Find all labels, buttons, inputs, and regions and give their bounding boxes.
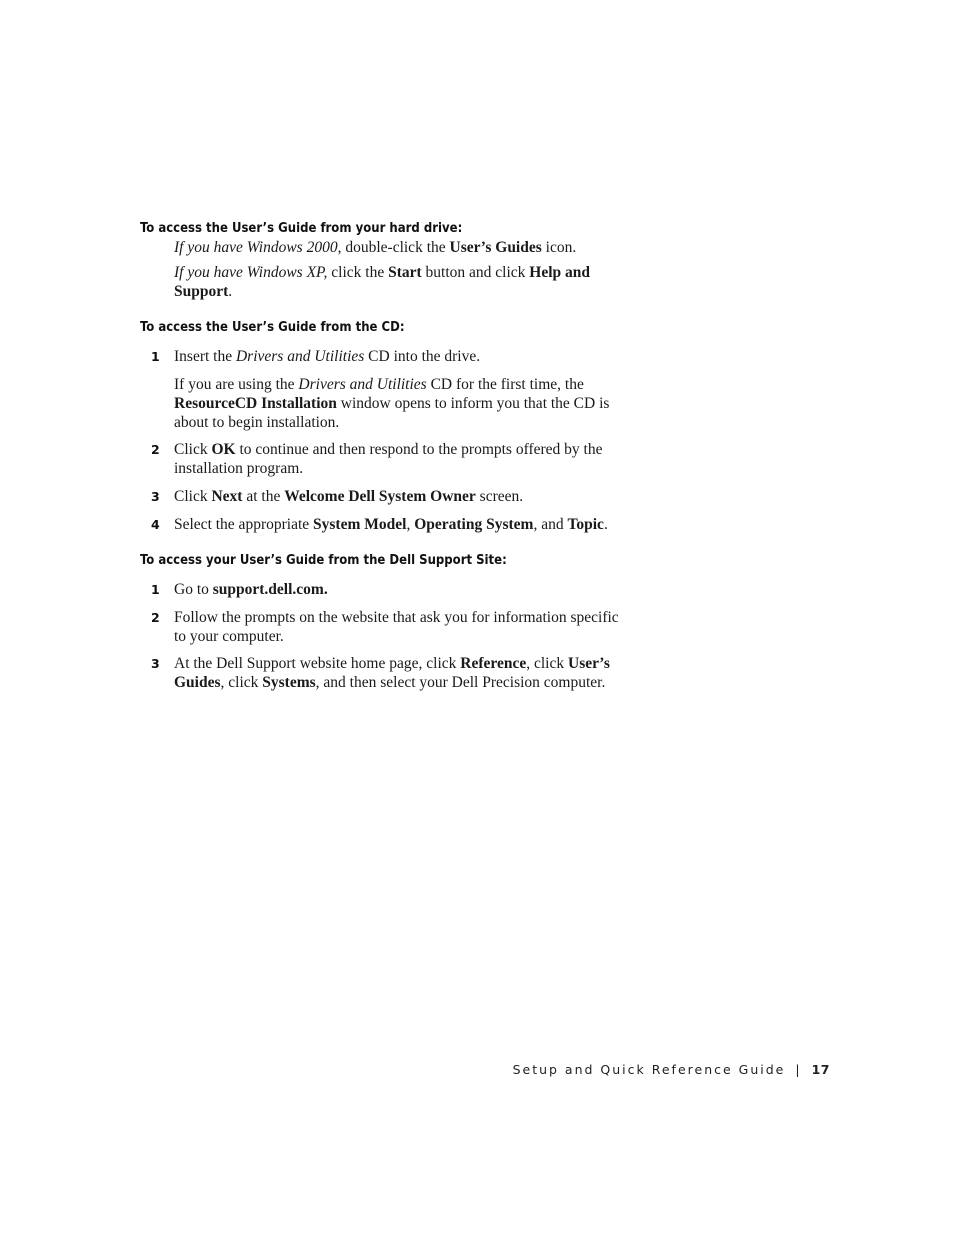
section-heading-cd: To access the User’s Guide from the CD: bbox=[140, 320, 405, 335]
step-number: 3 bbox=[151, 656, 160, 671]
step-text: Follow the prompts on the website that ask you for information specific to your computer. bbox=[174, 609, 619, 645]
step-number: 3 bbox=[151, 489, 160, 504]
step-number: 2 bbox=[151, 442, 160, 457]
paragraph-windows-2000: If you have Windows 2000, double-click the User’s Guides icon. bbox=[174, 239, 577, 256]
section-heading-support-site: To access your User’s Guide from the Dell Support Site: bbox=[140, 553, 507, 568]
paragraph-windows-xp: If you have Windows XP, click the Start button and click Help and Support. bbox=[174, 264, 591, 300]
step-text: Click OK to continue and then respond to the prompts offered by the installation program. bbox=[174, 441, 603, 477]
step-text: Click Next at the Welcome Dell System Owner screen. bbox=[174, 488, 524, 505]
step-text: At the Dell Support website home page, click Reference, click User’s Guides, click Systems, and then select your Dell Precision computer. bbox=[174, 655, 610, 691]
support-link[interactable]: support.dell.com. bbox=[212, 581, 328, 598]
step-number: 1 bbox=[151, 582, 160, 597]
step-number: 4 bbox=[151, 517, 160, 532]
step-text: Insert the Drivers and Utilities CD into the drive. bbox=[174, 348, 481, 365]
section-heading-hard-drive: To access the User’s Guide from your hard drive: bbox=[140, 221, 463, 236]
step-text: Select the appropriate System Model, Operating System, and Topic. bbox=[174, 516, 608, 533]
footer-title: Setup and Quick Reference Guide bbox=[512, 1062, 786, 1077]
step-number: 2 bbox=[151, 610, 160, 625]
page-footer bbox=[513, 1062, 830, 1077]
step-text: Go to support.dell.com. bbox=[174, 581, 328, 598]
footer-separator: | bbox=[795, 1062, 800, 1077]
page-number: 17 bbox=[811, 1062, 830, 1077]
step-number: 1 bbox=[151, 349, 160, 364]
step-note: If you are using the Drivers and Utilities CD for the first time, the ResourceCD Installation window opens to inform you that the CD is about to begin installation. bbox=[174, 376, 610, 431]
